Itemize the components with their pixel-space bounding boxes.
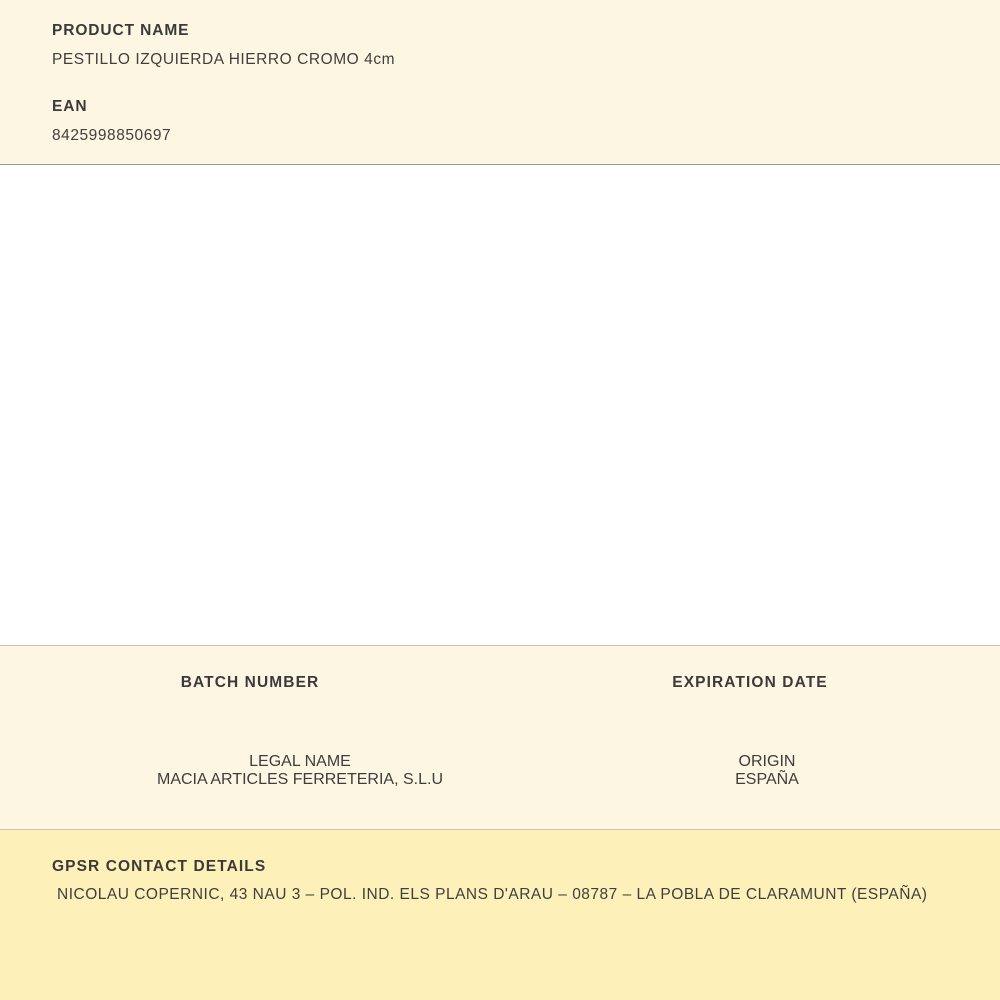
origin-label: ORIGIN — [738, 753, 796, 770]
details-band — [0, 646, 1000, 830]
legal-origin-row — [0, 737, 1000, 830]
blank-content-area — [0, 165, 1000, 646]
expiration-date-column — [500, 674, 1000, 737]
gpsr-contact-section — [0, 830, 1000, 1000]
batch-number-label: BATCH NUMBER — [180, 674, 320, 691]
origin-column — [600, 753, 1000, 829]
product-name-value: PESTILLO IZQUIERDA HIERRO CROMO 4cm — [52, 50, 396, 68]
expiration-date-label: EXPIRATION DATE — [672, 674, 828, 691]
legal-name-value: MACIA ARTICLES FERRETERIA, S.L.U — [157, 771, 443, 788]
legal-name-column — [0, 753, 600, 829]
gpsr-contact-value: NICOLAU COPERNIC, 43 NAU 3 – POL. IND. ELS PLANS D'ARAU – 08787 – LA POBLA DE CLARAMUNT (ESPAÑA) — [57, 886, 928, 903]
ean-label: EAN — [52, 97, 88, 115]
batch-number-value — [0, 702, 500, 720]
product-name-label: PRODUCT NAME — [52, 22, 190, 39]
origin-value: ESPAÑA — [735, 771, 799, 788]
batch-expiration-row — [0, 646, 1000, 737]
expiration-date-value — [500, 702, 1000, 720]
field-ean — [0, 98, 1000, 145]
product-header-block — [0, 0, 1000, 165]
ean-value: 8425998850697 — [52, 126, 172, 144]
gpsr-contact-label: GPSR CONTACT DETAILS — [52, 858, 267, 875]
legal-name-label: LEGAL NAME — [249, 753, 351, 770]
batch-number-column — [0, 674, 500, 737]
field-product-name — [0, 22, 1000, 69]
